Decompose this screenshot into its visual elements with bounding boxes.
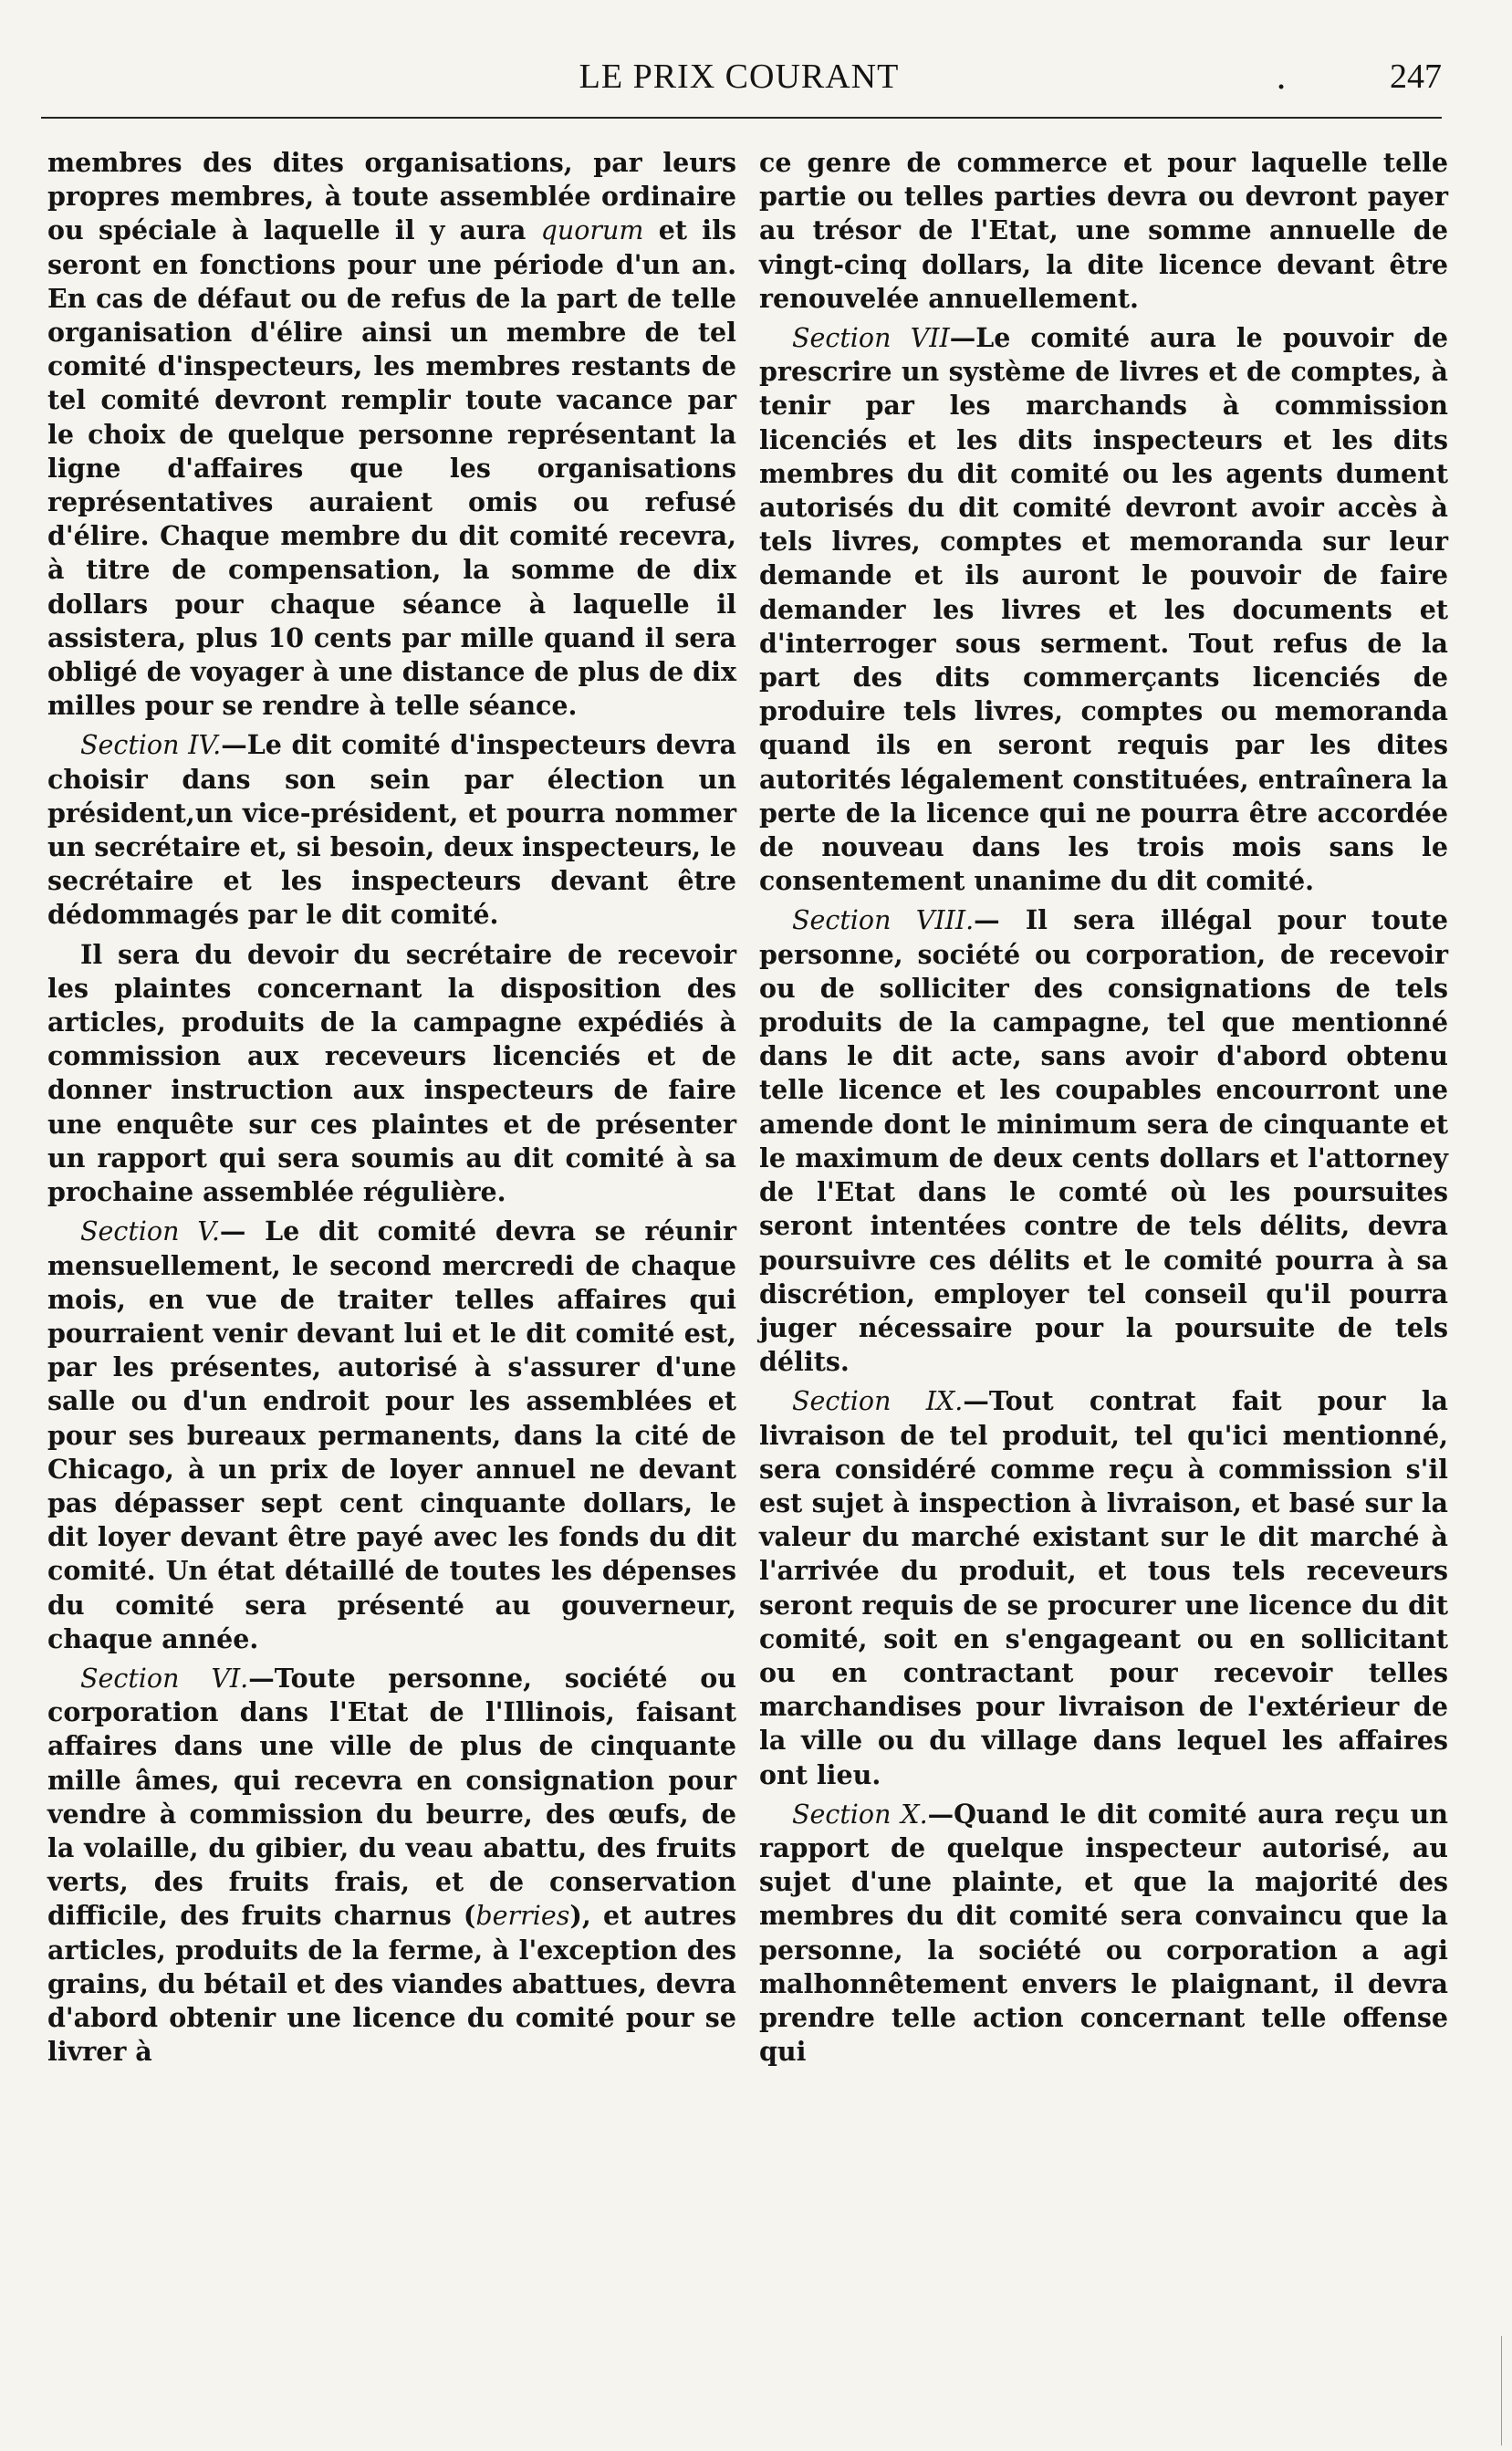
section-vi	[47, 1662, 736, 2069]
page-number: 247	[1390, 57, 1442, 96]
page-edge-mark	[1501, 2336, 1502, 2446]
quorum-term: quorum	[540, 215, 644, 246]
section-iv	[47, 728, 736, 932]
section-label: Section VII	[792, 323, 950, 354]
section-label: Section VI.	[80, 1663, 249, 1694]
section-text: —Le comité aura le pouvoir de prescrire un système de livres et de comptes, à tenir par les marchands à commission licenciés et les dits inspecteurs et les dits membres du dit comité ou les agents dument autorisés du dit comité devront avoir accès à tels livres, comptes et memoranda sur leur demande et ils auront le pouvoir de faire demander les livres et les documents et d'interroger sous serment. Tout refus de la part des dits commerçants licenciés de produire tels livres, comptes ou memoranda quand ils en seront requis par les dites autorités légalement constituées, entraînera la perte de la licence qui ne pourra être accordée de nouveau dans les trois mois sans le consentement unanime du dit comité.	[759, 322, 1449, 897]
section-label: Section IX.	[792, 1386, 964, 1417]
section-text: — Le dit comité devra se réunir mensuellement, le second mercredi de chaque mois, en vue de traiter telles affaires qui pourraient venir devant lui et le dit comité est, par les présentes, autorisé à s'assurer d'une salle ou d'un endroit pour les assemblées et pour ses bureaux permanents, dans la cité de Chicago, à un prix de loyer annuel ne devant pas dépasser sept cent cinquante dollars, le dit loyer devant être payé avec les fonds du dit comité. Un état détaillé de toutes les dépenses du comité sera présenté au gouverneur, chaque année.	[47, 1215, 736, 1654]
section-label: Section X.	[792, 1799, 928, 1830]
page-header	[36, 57, 1442, 111]
section-v	[47, 1215, 736, 1656]
paragraph-text: ce genre de commerce et pour laquelle telle partie ou telles parties devra ou devront payer au trésor de l'Etat, une somme annuelle de vingt-cinq dollars, la dite licence devant être renouvelée annuellement.	[759, 147, 1448, 314]
running-title: LE PRIX COURANT	[579, 57, 900, 96]
section-text: —Tout contrat fait pour la livraison de tel produit, tel qu'ici mentionné, sera considéré comme reçu à commission s'il est sujet à inspection à livraison, et basé sur la valeur du marché existant sur le dit marché à l'arrivée du produit, et tous tels receveurs seront requis de se procurer une licence du dit comité, soit en s'engageant ou en sollicitant ou en contractant pour recevoir telles marchandises pour livraison de l'extérieur de la ville ou du village dans lequel les affaires ont lieu.	[759, 1385, 1448, 1790]
section-text: —Toute personne, société ou corporation dans l'Etat de l'Illinois, faisant affaires dans une ville de plus de cinquante mille âmes, qui recevra en consignation pour vendre à commission du beurre, des œufs, de la volaille, du gibier, du veau abattu, des fruits verts, des fruits frais, et de conservation difficile, des fruits charnus (	[47, 1662, 736, 1932]
section-text: ), et autres articles, produits de la ferme, à l'exception des grains, du bétail et des viandes abattues, devra d'abord obtenir une licence du comité pour se livrer à	[47, 1900, 736, 2068]
paragraph-secretary	[47, 938, 736, 1210]
section-text: —Le dit comité d'inspecteurs devra choisir dans son sein par élection un président,un vice-président, et pourra nommer un secrétaire et, si besoin, deux inspecteurs, le secrétaire et les inspecteurs devant être dédommagés par le dit comité.	[47, 729, 736, 931]
paragraph-text: membres des dites organisations, par leurs propres membres, à toute assemblée ordinaire ou spéciale à laquelle il y aura	[47, 147, 736, 246]
section-vii	[759, 321, 1448, 898]
section-label: Section V.	[80, 1216, 220, 1247]
left-column	[47, 146, 736, 2074]
section-text: — Il sera illégal pour toute personne, société ou corporation, de recevoir ou de solliciter des consignations de tels produits de la campagne, tel que mentionné dans le dit acte, sans avoir d'abord obtenu telle licence et les coupables encourront une amende dont le minimum sera de cinquante et le maximum de deux cents dollars et l'attorney de l'Etat dans le comté où les poursuites seront intentées contre de tels délits, devra poursuivre ces délits et le comité pourra à sa discrétion, employer tel conseil qu'il pourra juger nécessaire pour la poursuite de tels délits.	[759, 904, 1448, 1378]
paragraph-continuation	[47, 146, 736, 723]
section-text: —Quand le dit comité aura reçu un rapport de quelque inspecteur autorisé, au sujet d'une plainte, et que la majorité des membres du dit comité sera convaincu que la personne, la société ou corporation a agi malhonnêtement envers le plaignant, il devra prendre telle action concernant telle offense qui	[759, 1798, 1448, 2068]
section-x	[759, 1798, 1448, 2070]
section-label: Section VIII.	[792, 905, 975, 936]
header-rule	[41, 117, 1442, 119]
berries-term: berries	[475, 1901, 570, 1932]
header-separator: .	[1276, 57, 1288, 97]
paragraph-continuation	[759, 146, 1448, 316]
section-ix	[759, 1384, 1448, 1791]
right-column	[759, 146, 1448, 2074]
paragraph-text: et ils seront en fonctions pour une période d'un an. En cas de défaut ou de refus de la part de telle organisation d'élire ainsi un membre de tel comité d'inspecteurs, les membres restants de tel comité devront remplir toute vacance par le choix de quelque personne représentant la ligne d'affaires que les organisations représentatives auraient omis ou refusé d'élire. Chaque membre du dit comité recevra, à titre de compensation, la somme de dix dollars pour chaque séance à laquelle il assistera, plus 10 cents par mille quand il sera obligé de voyager à une distance de plus de dix milles pour se rendre à telle séance.	[47, 214, 736, 722]
section-label: Section IV.	[80, 730, 222, 761]
section-viii	[759, 903, 1448, 1379]
paragraph-text: Il sera du devoir du secrétaire de recevoir les plaintes concernant la disposition des articles, produits de la campagne expédiés à commission aux receveurs licenciés et de donner instruction aux inspecteurs de faire une enquête sur ces plaintes et de présenter un rapport qui sera soumis au dit comité à sa prochaine assemblée régulière.	[47, 938, 736, 1208]
